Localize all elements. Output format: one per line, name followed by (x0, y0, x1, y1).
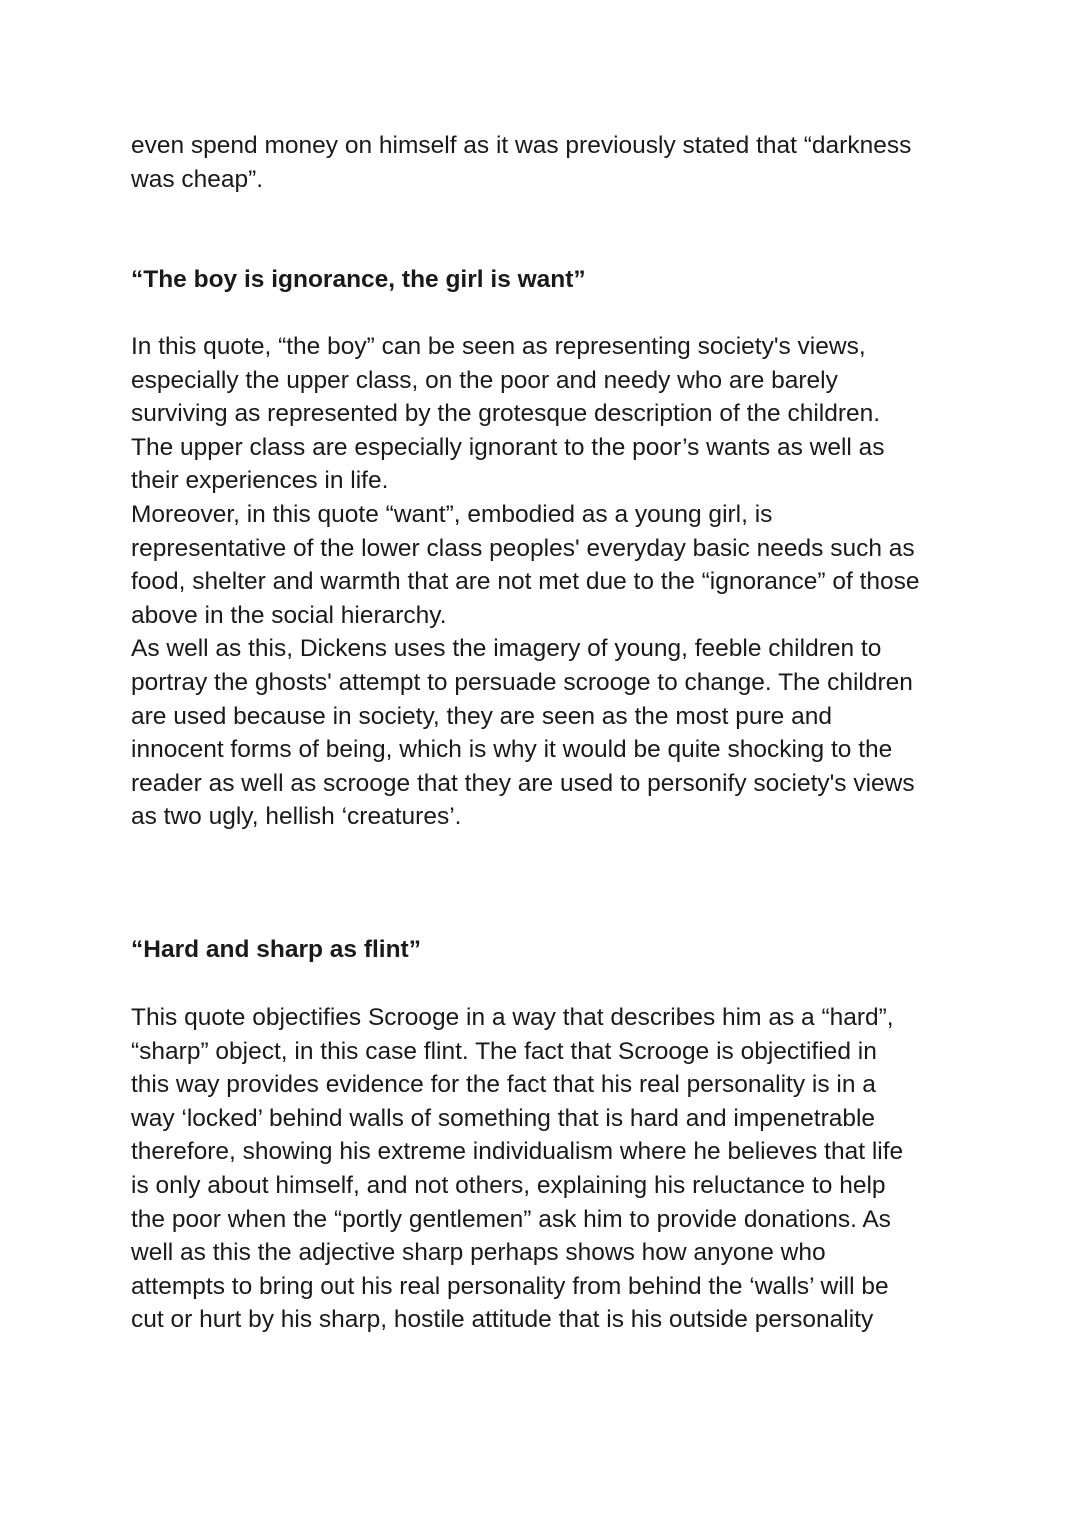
text-line: In this quote, “the boy” can be seen as representing society's views, (131, 333, 866, 360)
text-line: attempts to bring out his real personality from behind the ‘walls’ will be (131, 1272, 889, 1300)
text-line: reader as well as scrooge that they are used to personify society's views (131, 769, 915, 797)
text-line: portray the ghosts' attempt to persuade scrooge to change. The children (131, 668, 913, 696)
text-line: food, shelter and warmth that are not met due to the “ignorance” of those (131, 568, 920, 596)
text-line: cut or hurt by his sharp, hostile attitude that is his outside personality (131, 1306, 874, 1334)
text-line: therefore, showing his extreme individualism where he believes that life (131, 1138, 904, 1166)
text-line: the poor when the “portly gentlemen” ask him to provide donations. As (131, 1205, 891, 1233)
section-heading-hard-sharp-flint: “Hard and sharp as flint” (131, 936, 421, 963)
text-line: way ‘locked’ behind walls of something that is hard and impenetrable (131, 1104, 876, 1132)
text-line: are used because in society, they are seen as the most pure and (131, 702, 832, 730)
text-line: above in the social hierarchy. (131, 601, 447, 629)
section-heading-ignorance-want: “The boy is ignorance, the girl is want” (131, 266, 586, 293)
text-line: Moreover, in this quote “want”, embodied as a young girl, is (131, 500, 773, 528)
text-line: this way provides evidence for the fact that his real personality is in a (131, 1071, 876, 1099)
section-body-hard-sharp-flint (131, 1001, 961, 1337)
text-line: was cheap”. (131, 165, 264, 193)
text-line: representative of the lower class peoples' everyday basic needs such as (131, 534, 915, 562)
text-line: as two ugly, hellish ‘creatures’. (131, 803, 462, 831)
text-line: “sharp” object, in this case flint. The fact that Scrooge is objectified in (131, 1037, 877, 1065)
text-line: surviving as represented by the grotesque description of the children. (131, 400, 881, 428)
text-line: even spend money on himself as it was previously stated that “darkness (131, 132, 912, 159)
section-body-ignorance-want (131, 330, 961, 834)
intro-paragraph (131, 129, 961, 196)
text-line: As well as this, Dickens uses the imagery of young, feeble children to (131, 635, 882, 663)
text-line: their experiences in life. (131, 467, 389, 495)
text-line: is only about himself, and not others, explaining his reluctance to help (131, 1171, 886, 1199)
text-line: innocent forms of being, which is why it would be quite shocking to the (131, 736, 893, 764)
text-line: The upper class are especially ignorant to the poor’s wants as well as (131, 433, 885, 461)
text-line: especially the upper class, on the poor and needy who are barely (131, 366, 838, 394)
text-line: well as this the adjective sharp perhaps shows how anyone who (131, 1239, 826, 1267)
text-line: This quote objectifies Scrooge in a way that describes him as a “hard”, (131, 1004, 894, 1031)
